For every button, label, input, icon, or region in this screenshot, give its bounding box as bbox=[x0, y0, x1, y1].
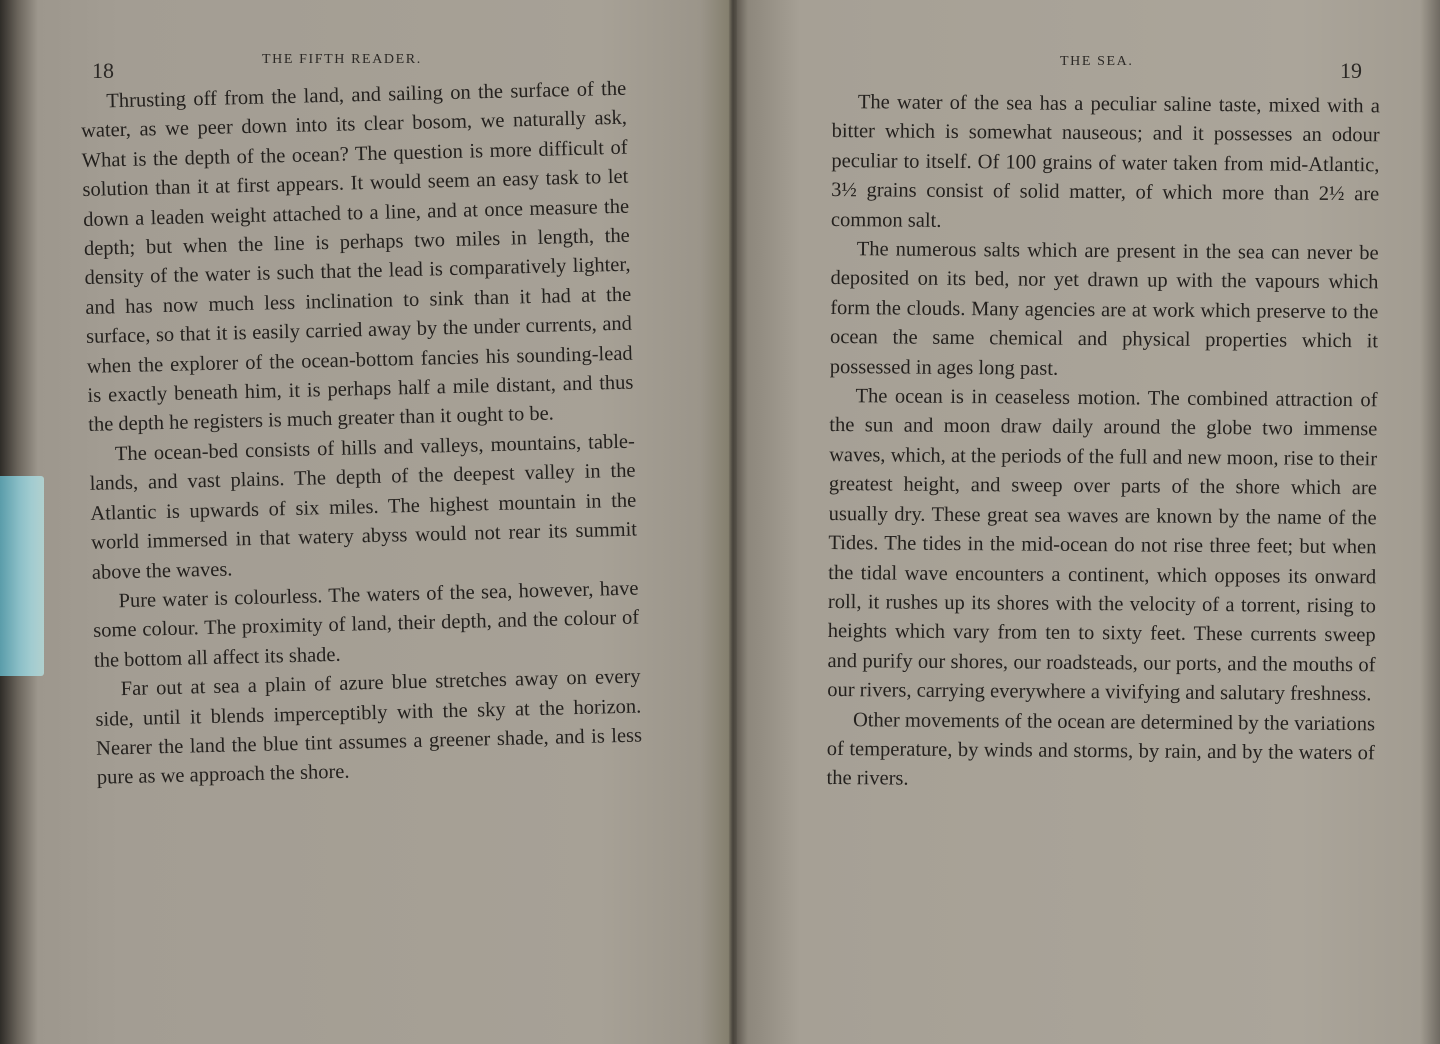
body-text bbox=[826, 88, 1380, 798]
gutter bbox=[729, 0, 737, 1044]
paragraph: Far out at sea a plain of azure blue stretches away on every side, until it blends imperceptibly with the sky at the horizon. Nearer the land the blue tint assumes a greener shade, and is less pure as we approach the shore. bbox=[95, 665, 643, 790]
right-page bbox=[740, 0, 1440, 1044]
paragraph: Pure water is colourless. The waters of the sea, however, have some colour. The proximity of land, their depth, and the colour of the bottom all affect its shade. bbox=[93, 577, 640, 672]
paragraph: The water of the sea has a peculiar saline taste, mixed with a bitter which is somewhat nauseous; and it possesses an odour peculiar to itself. Of 100 grains of water taken from mid-Atlantic, 3½ grains consist of solid matter, of which more than 2½ are common salt. bbox=[830, 91, 1380, 232]
running-head: THE FIFTH READER. bbox=[262, 52, 422, 67]
page-number: 18 bbox=[92, 58, 114, 83]
paragraph: The ocean is in ceaseless motion. The combined attraction of the sun and moon draw daily around the globe two immense waves, which, at the periods of the full and new moon, rise to their greatest height, and sweep over parts of the shore which are usually dry. These great sea waves are known by the name of the Tides. The tides in the mid-ocean do not rise three feet; but when the tidal wave encounters a continent, which opposes its onward roll, it rushes up its shores with the velocity of a torrent, rising to heights which vary from ten to sixty feet. These currents sweep and purify our shores, our roadsteads, our ports, and the mouths of our rivers, carrying everywhere a vivifying and salutary freshness. bbox=[827, 385, 1378, 706]
paragraph: The numerous salts which are present in the sea can never be deposited on its bed, nor yet drawn up with the vapours which form the clouds. Many agencies are at work which preserve to the ocean the same chemical and physical properties which it possessed in ages long past. bbox=[829, 238, 1379, 380]
page-number: 19 bbox=[1340, 58, 1362, 83]
body-text bbox=[80, 75, 643, 794]
paragraph: Thrusting off from the land, and sailing on the surface of the water, as we peer down into its clear bosom, we naturally ask, What is the depth of the ocean? The question is more difficult of solution than it at first appears. It would seem an easy task to let down a leaden weight attached to a line, and at once measure the depth; but when the line is perhaps two miles in length, the density of the water is such that the lead is comparatively lighter, and has now much less inclination to sink than it had at the surface, so that it is easily carried away by the under currents, and when the explorer of the ocean-bottom fancies his sounding-lead is exactly beneath him, it is perhaps half a mile distant, and thus the depth he registers is much greater than it ought to be. bbox=[80, 77, 634, 437]
paragraph: Other movements of the ocean are determined by the variations of temperature, by winds and storms, by rain, and by the waters of the rivers. bbox=[826, 708, 1376, 790]
running-head: THE SEA. bbox=[1060, 54, 1134, 69]
paragraph: The ocean-bed consists of hills and valleys, mountains, table-lands, and vast plains. The depth of the deepest valley in the Atlantic is upwards of six miles. The highest mountain in the world immersed in that watery abyss would not rear its summit above the waves. bbox=[89, 430, 638, 584]
